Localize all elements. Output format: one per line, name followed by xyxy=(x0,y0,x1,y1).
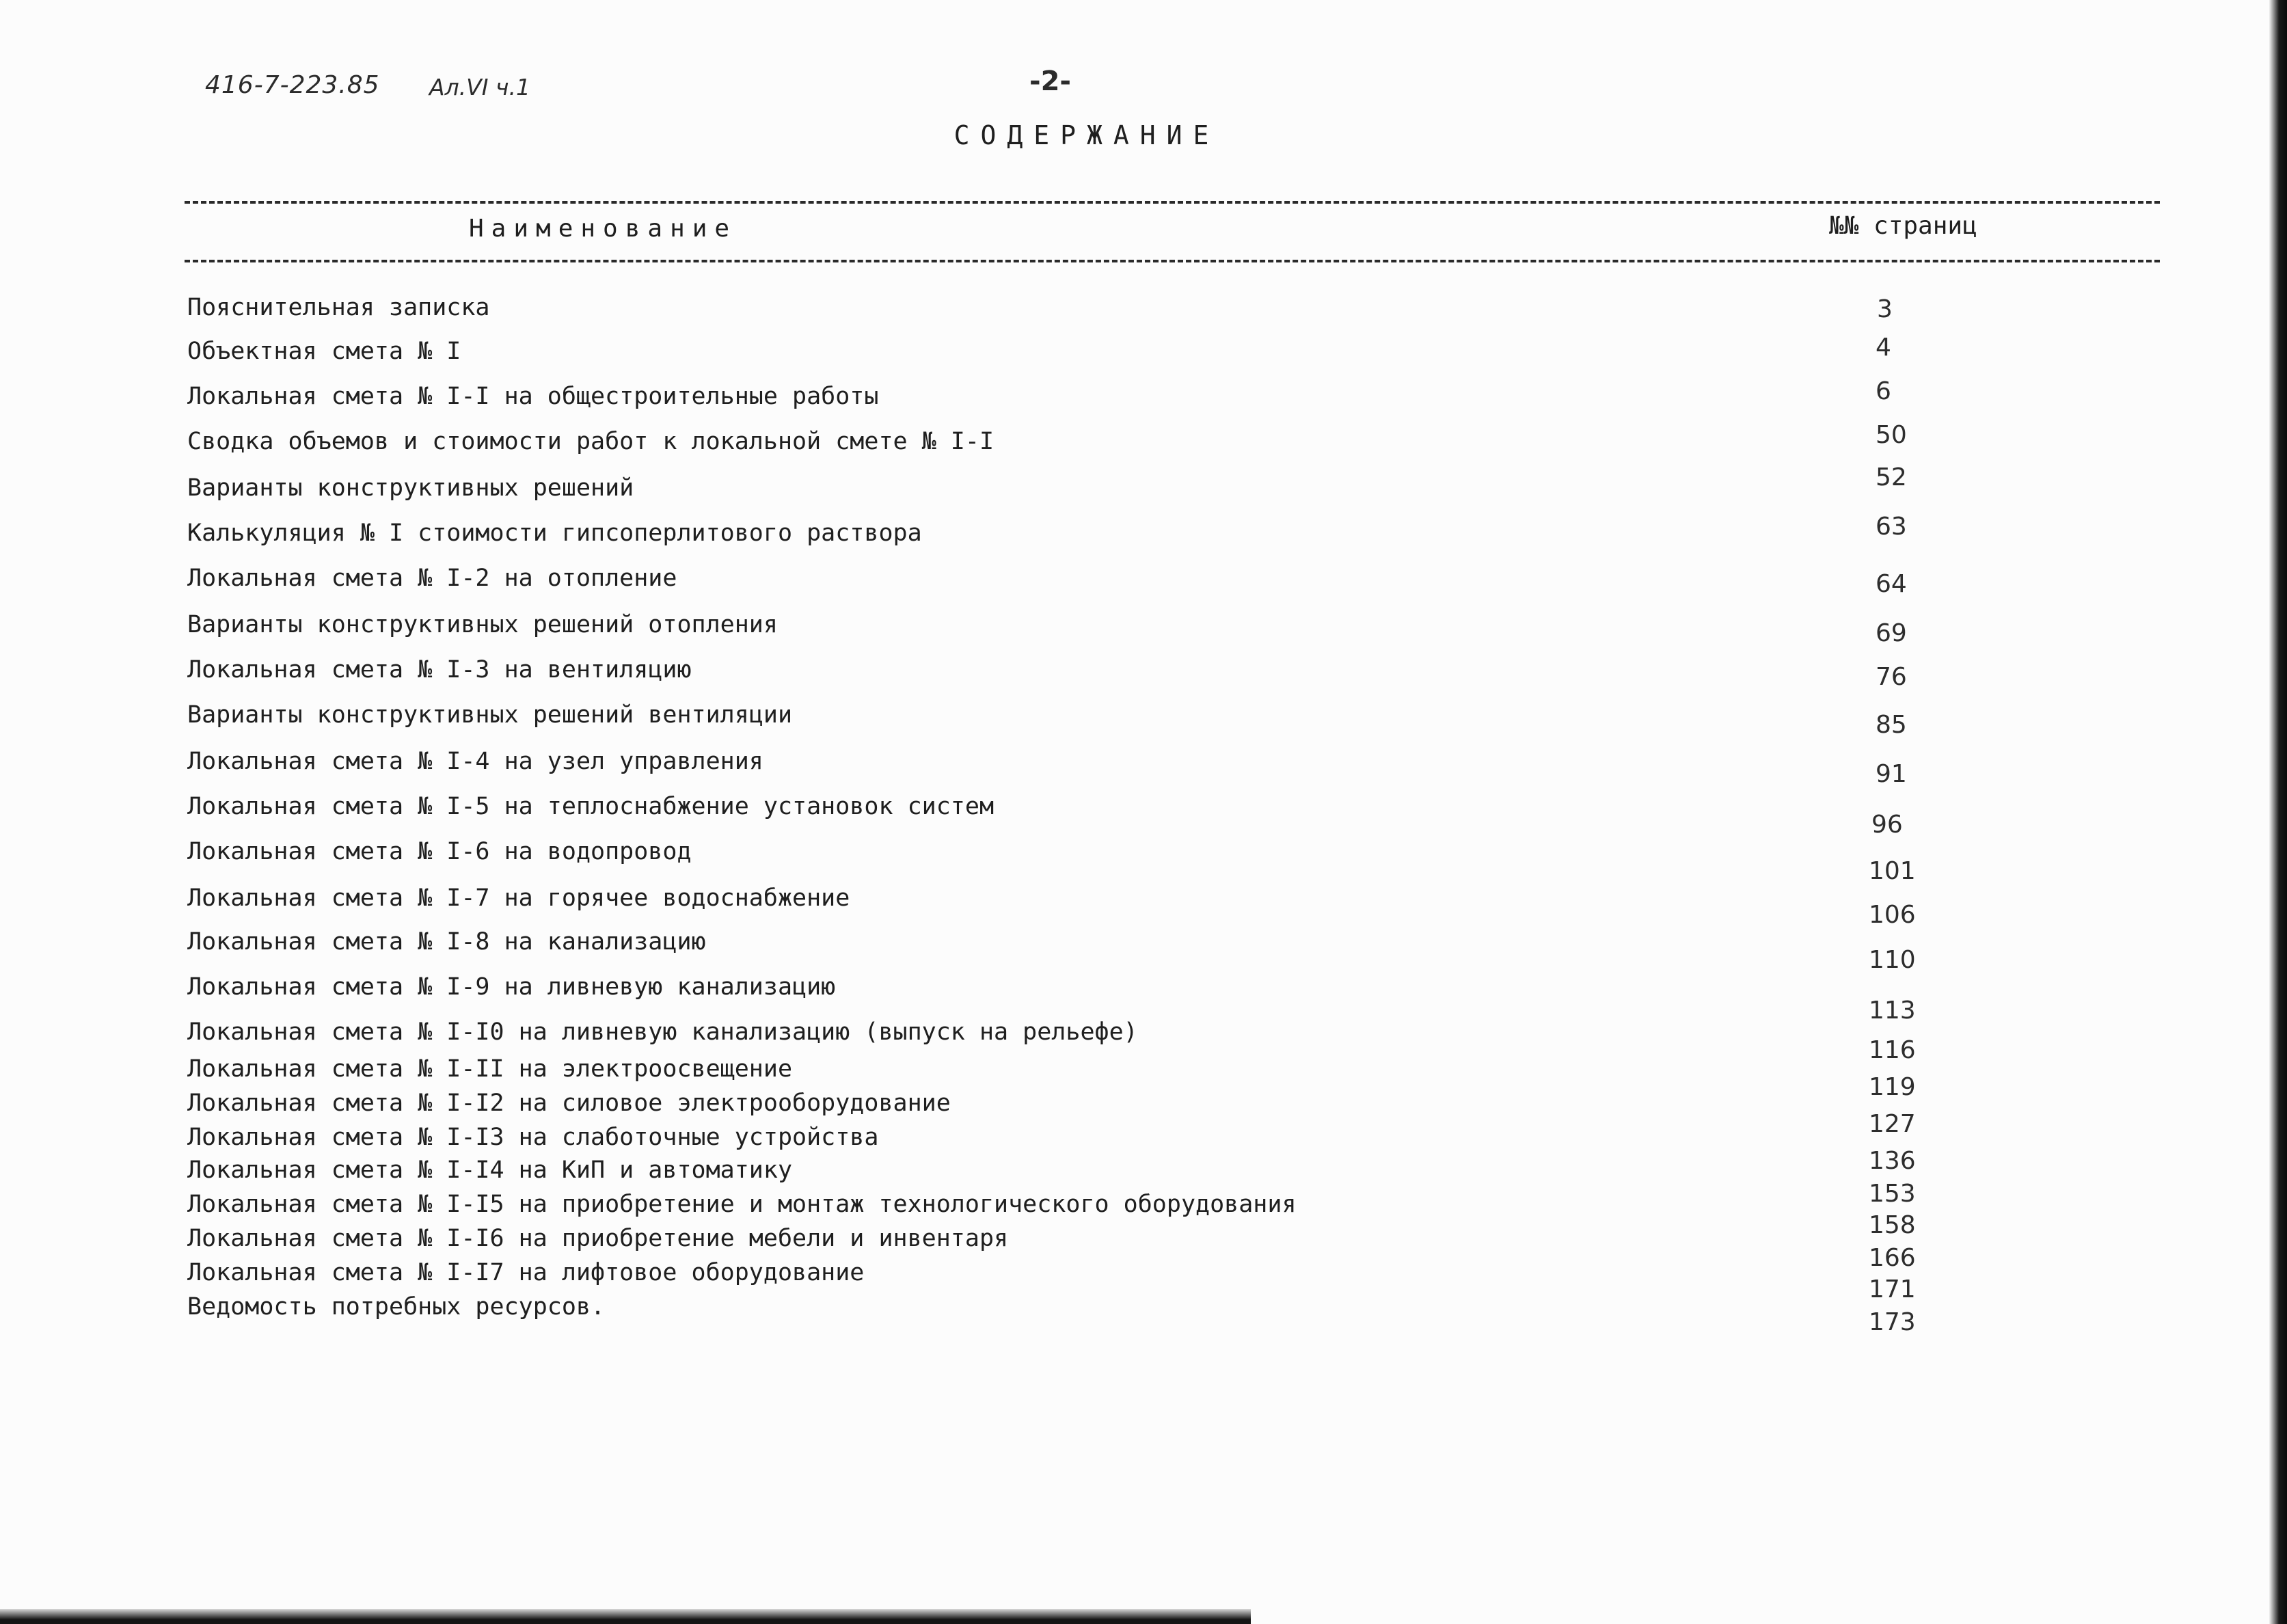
contents-entry-name: Сводка объемов и стоимости работ к локальной смете № I-I xyxy=(187,428,994,455)
page-number: -2- xyxy=(1029,66,1072,97)
contents-entry-page: 153 xyxy=(1869,1180,1916,1208)
contents-entry-page: 106 xyxy=(1869,901,1916,929)
contents-entry-name: Варианты конструктивных решений вентиляции xyxy=(187,701,793,729)
contents-entry-page: 116 xyxy=(1869,1036,1916,1064)
contents-entry-page: 113 xyxy=(1869,997,1916,1025)
contents-entry-page: 127 xyxy=(1869,1110,1916,1138)
page-title: СОДЕРЖАНИЕ xyxy=(953,120,1220,150)
contents-entry-page: 85 xyxy=(1876,711,1907,739)
contents-entry-page: 50 xyxy=(1876,421,1907,449)
contents-entry-name: Ведомость потребных ресурсов. xyxy=(187,1293,606,1321)
contents-entry-name: Варианты конструктивных решений отопления xyxy=(187,611,778,638)
contents-entry-name: Локальная смета № I-I7 на лифтовое оборудование xyxy=(187,1259,865,1286)
contents-entry-page: 110 xyxy=(1869,946,1916,974)
contents-entry-page: 63 xyxy=(1876,513,1907,541)
contents-entry-name: Локальная смета № I-6 на водопровод xyxy=(187,838,692,865)
contents-entry-page: 4 xyxy=(1876,334,1891,362)
contents-entry-name: Варианты конструктивных решений xyxy=(187,474,634,502)
sheet-code: Ал.VI ч.1 xyxy=(429,74,530,100)
contents-entry-page: 64 xyxy=(1876,570,1907,598)
contents-entry-page: 119 xyxy=(1869,1073,1916,1101)
contents-entry-page: 6 xyxy=(1876,377,1891,405)
contents-entry-name: Локальная смета № I-I0 на ливневую канализацию (выпуск на рельефе) xyxy=(187,1018,1138,1046)
table-header-bottom-rule xyxy=(185,260,2160,262)
column-header-name: Наименование xyxy=(469,215,737,243)
contents-entry-name: Локальная смета № I-4 на узел управления xyxy=(187,748,763,775)
contents-entry-name: Локальная смета № I-I6 на приобретение мебели и инвентаря xyxy=(187,1225,1009,1252)
contents-entry-page: 166 xyxy=(1869,1244,1916,1272)
contents-entry-name: Объектная смета № I xyxy=(187,338,461,365)
contents-entry-name: Калькуляция № I стоимости гипсоперлитового раствора xyxy=(187,519,922,547)
column-header-pages: №№ страниц xyxy=(1829,212,1977,240)
contents-entry-page: 52 xyxy=(1876,463,1907,491)
contents-entry-name: Локальная смета № I-8 на канализацию xyxy=(187,928,706,956)
contents-entry-name: Локальная смета № I-II на электроосвещение xyxy=(187,1055,793,1083)
scan-edge-right xyxy=(2269,0,2287,1624)
contents-entry-page: 101 xyxy=(1869,857,1916,885)
contents-entry-page: 91 xyxy=(1876,760,1907,788)
contents-entry-name: Локальная смета № I-I2 на силовое электрооборудование xyxy=(187,1090,951,1117)
document-code: 416-7-223.85 xyxy=(205,71,380,99)
contents-entry-page: 173 xyxy=(1869,1308,1916,1336)
scan-edge-bottom xyxy=(0,1609,1251,1624)
contents-entry-name: Локальная смета № I-3 на вентиляцию xyxy=(187,656,692,684)
contents-entry-page: 171 xyxy=(1869,1275,1916,1303)
contents-entry-name: Локальная смета № I-I4 на КиП и автоматику xyxy=(187,1156,793,1184)
table-header-top-rule xyxy=(185,201,2160,204)
contents-entry-page: 3 xyxy=(1877,295,1893,323)
contents-entry-name: Локальная смета № I-7 на горячее водоснабжение xyxy=(187,884,850,912)
contents-entry-name: Локальная смета № I-5 на теплоснабжение установок систем xyxy=(187,793,994,820)
contents-entry-name: Локальная смета № I-I на общестроительные работы xyxy=(187,383,879,410)
contents-entry-page: 76 xyxy=(1876,663,1907,691)
contents-entry-name: Локальная смета № I-I3 на слаботочные устройства xyxy=(187,1124,879,1151)
contents-entry-page: 136 xyxy=(1869,1147,1916,1175)
contents-entry-name: Локальная смета № I-2 на отопление xyxy=(187,565,677,592)
contents-entry-name: Локальная смета № I-9 на ливневую канализацию xyxy=(187,973,836,1001)
contents-entry-name: Локальная смета № I-I5 на приобретение и монтаж технологического оборудования xyxy=(187,1191,1297,1218)
contents-entry-page: 96 xyxy=(1871,811,1903,839)
contents-entry-name: Пояснительная записка xyxy=(187,294,490,321)
contents-entry-page: 69 xyxy=(1876,619,1907,647)
contents-entry-page: 158 xyxy=(1869,1211,1916,1239)
